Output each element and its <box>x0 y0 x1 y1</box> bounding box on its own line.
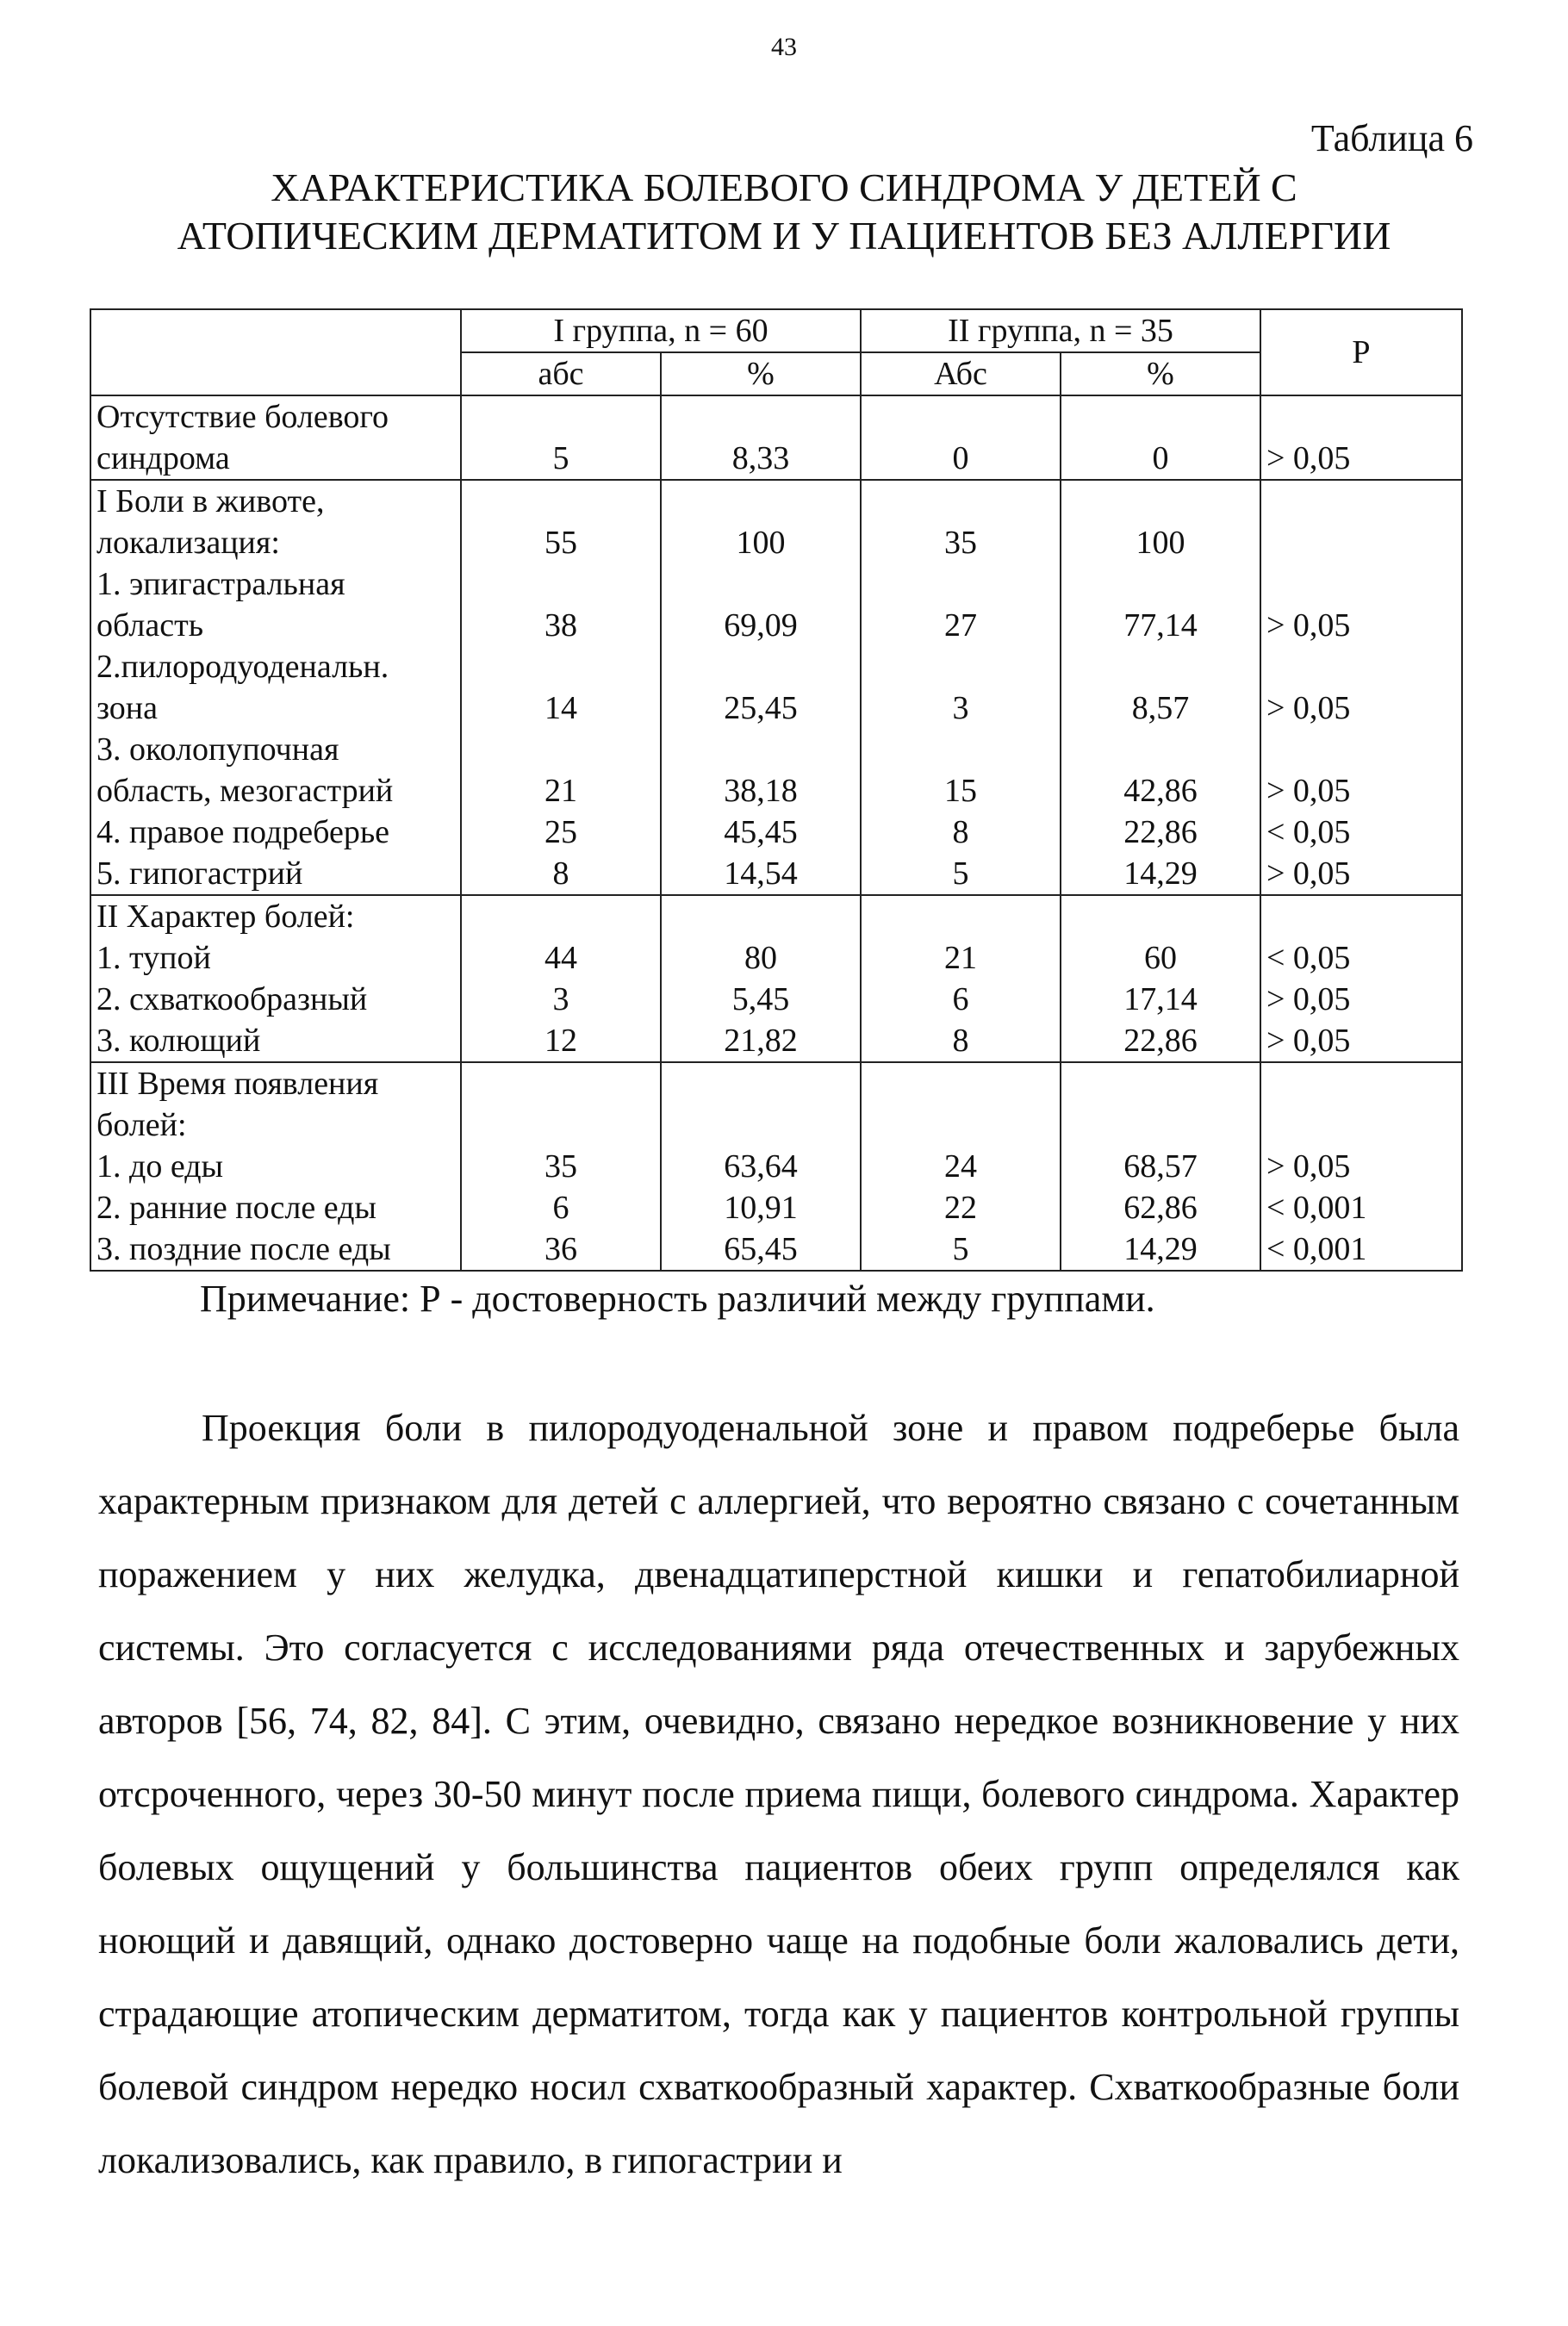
cell-g2-abs: 35 <box>861 480 1061 563</box>
cell-g1-abs: 5 <box>461 395 661 480</box>
header-g1-abs: абс <box>461 352 661 395</box>
cell-g2-abs: 27 <box>861 563 1061 646</box>
header-g1-pct: % <box>661 352 861 395</box>
cell-g2-pct: 77,14 <box>1061 563 1260 646</box>
cell-p: < 0,05 <box>1260 812 1462 853</box>
cell-g1-abs: 12 <box>461 1020 661 1062</box>
table-row <box>90 937 1462 979</box>
cell-g2-pct: 22,86 <box>1061 812 1260 853</box>
cell-g2-abs: 21 <box>861 937 1061 979</box>
cell-g2-pct <box>1061 895 1260 937</box>
header-group1: I группа, n = 60 <box>461 309 861 352</box>
cell-g2-pct: 42,86 <box>1061 729 1260 812</box>
cell-g1-abs: 14 <box>461 646 661 729</box>
cell-p: > 0,05 <box>1260 1020 1462 1062</box>
table-row <box>90 1020 1462 1062</box>
cell-g2-abs: 0 <box>861 395 1061 480</box>
table-body <box>90 395 1462 1271</box>
cell-g1-pct: 5,45 <box>661 979 861 1020</box>
cell-g2-pct <box>1061 1062 1260 1146</box>
header-g2-pct: % <box>1061 352 1260 395</box>
cell-g2-abs: 24 <box>861 1146 1061 1187</box>
table-row <box>90 646 1462 729</box>
cell-g2-pct: 8,57 <box>1061 646 1260 729</box>
header-group2: II группа, n = 35 <box>861 309 1260 352</box>
cell-g2-pct: 17,14 <box>1061 979 1260 1020</box>
cell-g1-abs: 21 <box>461 729 661 812</box>
row-label: Отсутствие болевого синдрома <box>90 395 461 480</box>
cell-g1-pct: 100 <box>661 480 861 563</box>
row-label: 5. гипогастрий <box>90 853 461 895</box>
row-label: 1. тупой <box>90 937 461 979</box>
cell-g1-abs: 38 <box>461 563 661 646</box>
cell-g2-pct: 14,29 <box>1061 1228 1260 1271</box>
cell-g1-pct: 38,18 <box>661 729 861 812</box>
cell-g2-pct: 14,29 <box>1061 853 1260 895</box>
row-label: III Время появления болей: <box>90 1062 461 1146</box>
row-label: 3. колющий <box>90 1020 461 1062</box>
cell-g1-pct: 45,45 <box>661 812 861 853</box>
cell-g1-abs: 36 <box>461 1228 661 1271</box>
cell-g2-abs: 5 <box>861 853 1061 895</box>
cell-g1-pct: 69,09 <box>661 563 861 646</box>
cell-g1-pct: 14,54 <box>661 853 861 895</box>
pain-syndrome-table <box>90 308 1463 1272</box>
cell-p <box>1260 480 1462 563</box>
cell-g1-abs: 8 <box>461 853 661 895</box>
cell-g1-abs <box>461 1062 661 1146</box>
cell-g2-pct: 22,86 <box>1061 1020 1260 1062</box>
row-label: 3. околопупочная область, мезогастрий <box>90 729 461 812</box>
cell-g1-pct: 63,64 <box>661 1146 861 1187</box>
table-row <box>90 853 1462 895</box>
cell-g1-abs: 25 <box>461 812 661 853</box>
cell-g2-abs: 3 <box>861 646 1061 729</box>
cell-g1-abs: 6 <box>461 1187 661 1228</box>
cell-p: > 0,05 <box>1260 729 1462 812</box>
table-row <box>90 979 1462 1020</box>
table-row <box>90 1146 1462 1187</box>
cell-g1-abs: 44 <box>461 937 661 979</box>
row-label: 2. ранние после еды <box>90 1187 461 1228</box>
row-label: 1. эпигастральная область <box>90 563 461 646</box>
cell-g2-abs <box>861 1062 1061 1146</box>
cell-p: < 0,05 <box>1260 937 1462 979</box>
cell-g2-pct: 60 <box>1061 937 1260 979</box>
cell-p: > 0,05 <box>1260 395 1462 480</box>
cell-g2-abs: 15 <box>861 729 1061 812</box>
cell-g2-pct: 68,57 <box>1061 1146 1260 1187</box>
page-number: 43 <box>771 33 797 61</box>
cell-p <box>1260 895 1462 937</box>
header-g2-abs: Абс <box>861 352 1061 395</box>
header-blank-cell <box>90 309 461 395</box>
cell-p: < 0,001 <box>1260 1187 1462 1228</box>
cell-g2-abs: 6 <box>861 979 1061 1020</box>
body-paragraph: Проекция боли в пилородуоденальной зоне и правом подреберье была характерным признаком для детей с аллергией, что вероятно связано с сочетанным поражением у них желудка, двенадцатиперстной кишки и гепатобилиарной системы. Это согласуется с исследованиями ряда отечественных и зарубежных авторов [56, 74, 82, 84]. С этим, очевидно, связано нередкое возникновение у них отсроченного, через 30-50 минут после приема пищи, болевого синдрома. Характер болевых ощущений у большинства пациентов обеих групп определялся как ноющий и давящий, однако достоверно чаще на подобные боли жаловались дети, страдающие атопическим дерматитом, тогда как у пациентов контрольной группы болевой синдром нередко носил схваткообразный характер. Схваткообразные боли локализовались, как правило, в гипогастрии и <box>98 1407 1459 2181</box>
cell-g1-pct <box>661 895 861 937</box>
cell-g1-abs: 3 <box>461 979 661 1020</box>
table-row <box>90 729 1462 812</box>
cell-g2-pct: 62,86 <box>1061 1187 1260 1228</box>
row-label: 2. схваткообразный <box>90 979 461 1020</box>
header-p: P <box>1260 309 1462 395</box>
table-row <box>90 812 1462 853</box>
cell-g2-abs: 22 <box>861 1187 1061 1228</box>
table-label: Таблица 6 <box>1310 117 1473 159</box>
cell-g2-abs: 5 <box>861 1228 1061 1271</box>
table-title <box>0 164 1568 260</box>
table-row <box>90 1187 1462 1228</box>
cell-g2-abs: 8 <box>861 812 1061 853</box>
table-row <box>90 895 1462 937</box>
row-label: 3. поздние после еды <box>90 1228 461 1271</box>
row-label: 1. до еды <box>90 1146 461 1187</box>
table-row <box>90 480 1462 563</box>
row-label: II Характер болей: <box>90 895 461 937</box>
cell-p: > 0,05 <box>1260 646 1462 729</box>
cell-p: > 0,05 <box>1260 1146 1462 1187</box>
cell-g2-pct: 0 <box>1061 395 1260 480</box>
table-row <box>90 1228 1462 1271</box>
table-row <box>90 1062 1462 1146</box>
cell-g1-pct <box>661 1062 861 1146</box>
cell-g1-abs: 35 <box>461 1146 661 1187</box>
cell-g1-abs <box>461 895 661 937</box>
cell-p: > 0,05 <box>1260 979 1462 1020</box>
table-row <box>90 395 1462 480</box>
cell-p: < 0,001 <box>1260 1228 1462 1271</box>
table-row <box>90 563 1462 646</box>
cell-g1-pct: 21,82 <box>661 1020 861 1062</box>
cell-g1-pct: 10,91 <box>661 1187 861 1228</box>
cell-p: > 0,05 <box>1260 563 1462 646</box>
row-label: 4. правое подреберье <box>90 812 461 853</box>
cell-g1-pct: 25,45 <box>661 646 861 729</box>
row-label: I Боли в животе, локализация: <box>90 480 461 563</box>
cell-p: > 0,05 <box>1260 853 1462 895</box>
row-label: 2.пилородуоденальн. зона <box>90 646 461 729</box>
cell-g1-pct: 65,45 <box>661 1228 861 1271</box>
cell-g1-pct: 8,33 <box>661 395 861 480</box>
cell-g2-pct: 100 <box>1061 480 1260 563</box>
cell-g1-pct: 80 <box>661 937 861 979</box>
cell-g2-abs: 8 <box>861 1020 1061 1062</box>
cell-p <box>1260 1062 1462 1146</box>
table-note: Примечание: Р - достоверность различий между группами. <box>200 1278 1155 1320</box>
cell-g1-abs: 55 <box>461 480 661 563</box>
table-title-line: АТОПИЧЕСКИМ ДЕРМАТИТОМ И У ПАЦИЕНТОВ БЕЗ АЛЛЕРГИИ <box>177 214 1391 258</box>
table-title-line: ХАРАКТЕРИСТИКА БОЛЕВОГО СИНДРОМА У ДЕТЕЙ С <box>271 165 1297 209</box>
cell-g2-abs <box>861 895 1061 937</box>
